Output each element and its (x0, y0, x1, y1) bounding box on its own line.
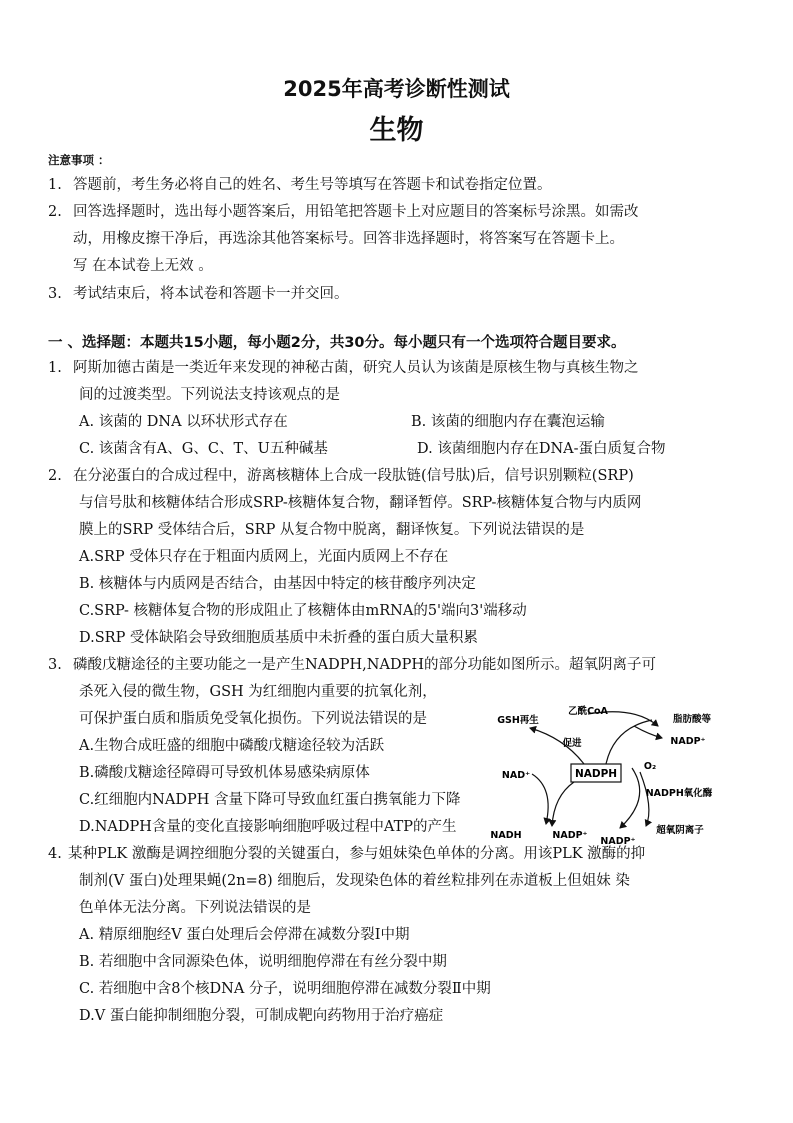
option-a: A.SRP 受体只存在于粗面内质网上，光面内质网上不存在 (79, 549, 449, 565)
superoxide-label: 超氧阴离子 (656, 825, 704, 836)
option-b: B.磷酸戊糖途径障碍可导致机体易感染病原体 (79, 765, 370, 781)
option-c: C. 若细胞中含8个核DNA 分子，说明细胞停滞在减数分裂Ⅱ中期 (79, 981, 491, 997)
arc-line (606, 720, 652, 764)
question-num: 4. (48, 846, 62, 862)
question-num: 3. (48, 657, 62, 673)
option-d: D.NADPH含量的变化直接影响细胞呼吸过程中ATP的产生 (79, 819, 457, 835)
fatty-acid-label: 脂肪酸等 (672, 714, 712, 725)
acetyl-coa-label: 乙酰CoA (568, 706, 608, 717)
arc-line (634, 726, 662, 738)
question-stem: 制剂(V 蛋白)处理果蝇(2n=8) 细胞后，发现染色体的着丝粒排列在赤道板上但姐妹 染 (79, 873, 630, 889)
notice-line: 写 在本试卷上无效 。 (73, 258, 213, 274)
section-heading: 一 、选择题：本题共15小题，每小题2分，共30分。每小题只有一个选项符合题目要求。 (48, 335, 626, 351)
option-d: D.SRP 受体缺陷会导致细胞质基质中未折叠的蛋白质大量积累 (79, 630, 478, 646)
nadh-label: NADH (490, 830, 522, 841)
question-stem: 阿斯加德古菌是一类近年来发现的神秘古菌，研究人员认为该菌是原核生物与真核生物之 (73, 360, 639, 376)
option-a: A.生物合成旺盛的细胞中磷酸戊糖途径较为活跃 (79, 738, 385, 754)
gsh-label: GSH再生 (497, 715, 539, 726)
option-b: B. 若细胞中含同源染色体，说明细胞停滞在有丝分裂中期 (79, 954, 447, 970)
option-a: A. 精原细胞经V 蛋白处理后会停滞在减数分裂I中期 (79, 927, 410, 943)
option-c: C.红细胞内NADPH 含量下降可导致血红蛋白携氧能力下降 (79, 792, 461, 808)
question-stem: 杀死入侵的微生物，GSH 为红细胞内重要的抗氧化剂， (79, 684, 437, 700)
arc-line (532, 774, 548, 824)
nadph-label: NADPH (574, 768, 618, 780)
option-d: D.V 蛋白能抑制细胞分裂，可制成靶向药物用于治疗癌症 (79, 1008, 444, 1024)
o2-label: O₂ (643, 761, 657, 772)
notice-heading: 注意事项 ： (48, 153, 110, 167)
option-c: C.SRP- 核糖体复合物的形成阻止了核糖体由mRNA的5'端向3'端移动 (79, 603, 527, 619)
question-stem: 某种PLK 激酶是调控细胞分裂的关键蛋白，参与姐妹染色单体的分离。用该PLK 激酶的抑 (68, 846, 646, 862)
question-stem: 膜上的SRP 受体结合后，SRP 从复合物中脱离，翻译恢复。下列说法错误的是 (79, 522, 585, 538)
option-d: D. 该菌细胞内存在DNA-蛋白质复合物 (417, 441, 666, 457)
question-stem: 间的过渡类型。下列说法支持该观点的是 (79, 387, 340, 403)
notice-num-1: 1. (48, 177, 62, 193)
option-a: A. 该菌的 DNA 以环状形式存在 (79, 414, 288, 430)
promote-label: 促进 (562, 738, 582, 749)
nad-label: NAD⁺ (501, 770, 531, 781)
question-num: 2. (48, 468, 62, 484)
arc-line (620, 768, 640, 828)
question-stem: 可保护蛋白质和脂质免受氧化损伤。下列说法错误的是 (79, 711, 427, 727)
notice-num-3: 3. (48, 286, 62, 302)
option-c: C. 该菌含有A、G、C、T、U五种碱基 (79, 441, 328, 457)
question-stem: 色单体无法分离。下列说法错误的是 (79, 900, 311, 916)
nadph-function-diagram (484, 698, 724, 848)
arc-line (552, 782, 574, 826)
exam-title: 2025年高考诊断性测试 (283, 77, 510, 101)
notice-line: 答题前，考生务必将自己的姓名、考生号等填写在答题卡和试卷指定位置。 (73, 177, 552, 193)
nadp-bl-label: NADP⁺ (552, 830, 588, 841)
question-stem: 磷酸戊糖途径的主要功能之一是产生NADPH,NADPH的部分功能如图所示。超氧阴离子可 (73, 657, 656, 673)
subject-title: 生物 (369, 115, 424, 146)
option-b: B. 核糖体与内质网是否结合，由基因中特定的核苷酸序列决定 (79, 576, 476, 592)
nadp-top-label: NADP⁺ (670, 736, 706, 747)
notice-line: 考试结束后，将本试卷和答题卡一并交回。 (73, 286, 349, 302)
nadp-br-label: NADP⁺ (600, 836, 636, 847)
question-num: 1. (48, 360, 62, 376)
question-stem: 与信号肽和核糖体结合形成SRP-核糖体复合物，翻译暂停。SRP-核糖体复合物与内质网 (79, 495, 642, 511)
arc-line (640, 772, 649, 826)
notice-line: 回答选择题时，选出每小题答案后，用铅笔把答题卡上对应题目的答案标号涂黑。如需改 (73, 204, 639, 220)
notice-num-2: 2. (48, 204, 62, 220)
notice-line: 动，用橡皮擦干净后，再选涂其他答案标号。回答非选择题时，将答案写在答题卡上。 (73, 231, 624, 247)
option-b: B. 该菌的细胞内存在囊泡运输 (411, 414, 605, 430)
oxidase-label: NADPH氧化酶 (645, 788, 713, 799)
question-stem: 在分泌蛋白的合成过程中，游离核糖体上合成一段肽链(信号肽)后，信号识别颗粒(SRP) (73, 468, 634, 484)
